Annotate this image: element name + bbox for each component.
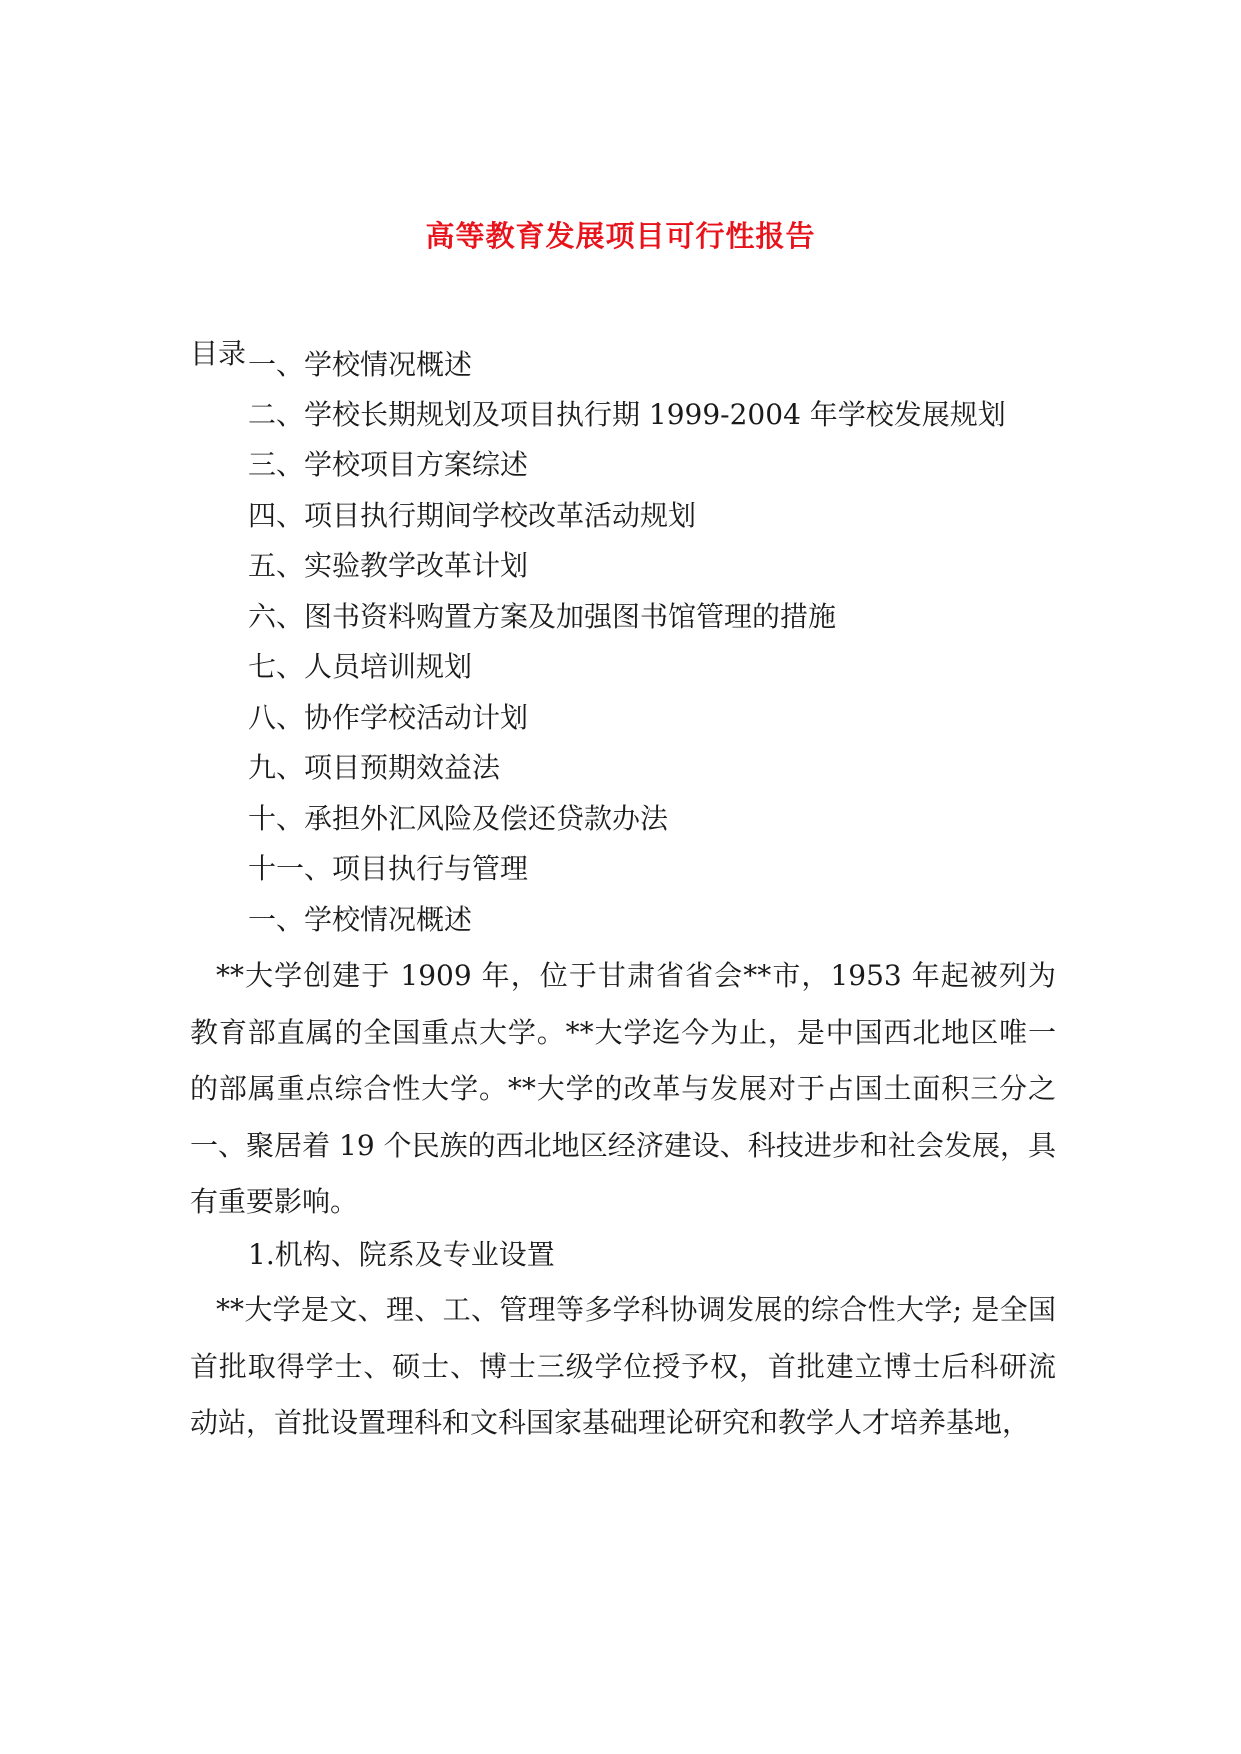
toc-item: 六、图书资料购置方案及加强图书馆管理的措施 [248,600,837,633]
toc-item: 十、承担外汇风险及偿还贷款办法 [248,802,669,835]
toc-item: 五、实验教学改革计划 [248,549,529,582]
document-title: 高等教育发展项目可行性报告 [425,219,816,253]
toc-item: 十一、项目执行与管理 [248,852,529,885]
toc-item: 九、项目预期效益法 [248,751,501,784]
toc-item: 四、项目执行期间学校改革活动规划 [248,499,697,532]
subsection-heading: 1.机构、院系及专业设置 [248,1238,555,1271]
toc-item: 三、学校项目方案综述 [248,448,529,481]
toc-item: 二、学校长期规划及项目执行期 1999-2004 年学校发展规划 [248,398,1006,431]
toc-item: 七、人员培训规划 [248,650,473,683]
section-heading: 一、学校情况概述 [248,903,473,936]
body-paragraph: **大学创建于 1909 年，位于甘肃省省会**市，1953 年起被列为教育部直属的全国重点大学。**大学迄今为止，是中国西北地区唯一的部属重点综合性大学。**大学的改革与发展对于占国土面积三分之一、聚居着 19 个民族的西北地区经济建设、科技进步和社会发展，具有重要影响。 [190,959,1056,1218]
body-paragraph: **大学是文、理、工、管理等多学科协调发展的综合性大学; 是全国首批取得学士、硕士、博士三级学位授予权，首批建立博士后科研流动站，首批设置理科和文科国家基础理论研究和教学人才培养基地， [190,1293,1056,1439]
toc-heading: 目录 [190,337,247,370]
toc-item: 八、协作学校活动计划 [248,701,529,734]
toc-item: 一、学校情况概述 [248,348,473,381]
